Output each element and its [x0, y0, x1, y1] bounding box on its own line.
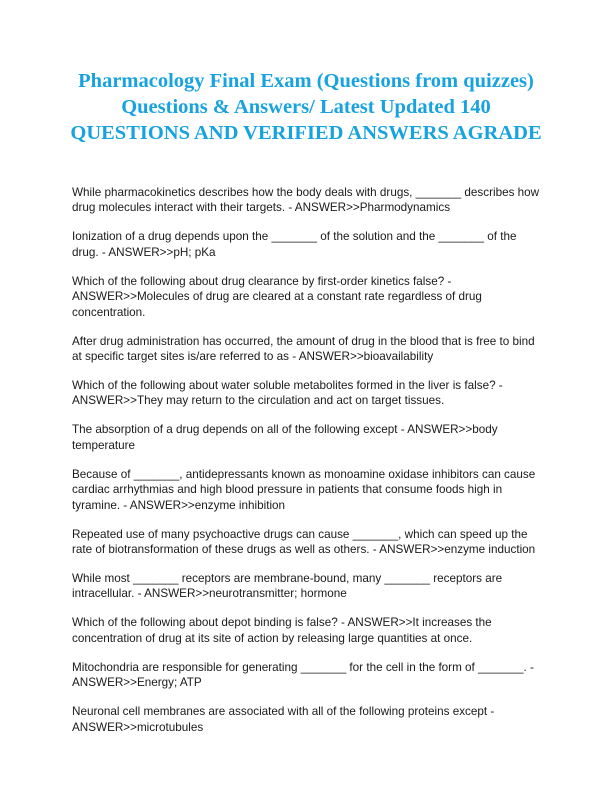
document-title: Pharmacology Final Exam (Questions from quizzes) Questions & Answers/ Latest Updated 140 QUESTIONS AND VERIFIED ANSWERS AGRADE — [70, 70, 542, 144]
qa-item-1: While pharmacokinetics describes how the body deals with drugs, _______ describes how drug molecules interact with their targets. - ANSWER>>Pharmodynamics — [72, 186, 540, 215]
qa-item-6: The absorption of a drug depends on all of the following except - ANSWER>>body temperature — [72, 423, 498, 452]
qa-item-11: Mitochondria are responsible for generating _______ for the cell in the form of _______. - ANSWER>>Energy; ATP — [72, 660, 534, 690]
qa-item-10: Which of the following about depot binding is false? - ANSWER>>It increases the concentration of drug at its site of action by releasing large quantities at once. — [72, 616, 492, 645]
qa-item-5: Which of the following about water soluble metabolites formed in the liver is false? - ANSWER>>They may return to the circulation and act on target tissues. — [72, 379, 503, 408]
qa-item-9: While most _______ receptors are membrane-bound, many _______ receptors are intracellular. - ANSWER>>neurotransmitter; hormone — [72, 572, 503, 601]
qa-item-2: Ionization of a drug depends upon the _______ of the solution and the _______ of the drug. - ANSWER>>pH; pKa — [72, 230, 517, 259]
question-answer-list — [72, 185, 544, 749]
qa-item-4: After drug administration has occurred, the amount of drug in the blood that is free to bind at specific target sites is/are referred to as - ANSWER>>bioavailability — [72, 334, 535, 364]
qa-item-8: Repeated use of many psychoactive drugs can cause _______, which can speed up the rate of biotransformation of these drugs as well as others. - ANSWER>>enzyme induction — [72, 527, 536, 557]
qa-item-7: Because of _______, antidepressants known as monoamine oxidase inhibitors can cause cardiac arrhythmias and high blood pressure in patients that consume foods high in tyramine. - ANSWER>>enzyme inhibition — [72, 467, 536, 512]
qa-item-3: Which of the following about drug clearance by first-order kinetics false? - ANSWER>>Molecules of drug are cleared at a constant rate regardless of drug concentration. — [72, 274, 482, 319]
qa-item-12: Neuronal cell membranes are associated with all of the following proteins except - ANSWER>>microtubules — [72, 705, 495, 734]
